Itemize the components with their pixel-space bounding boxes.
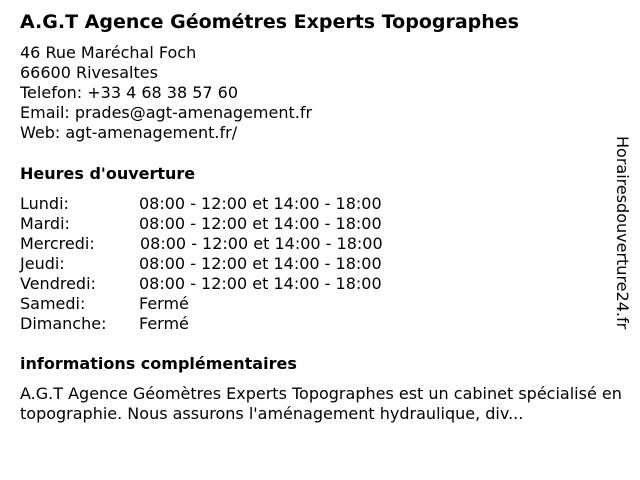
day-hours: 08:00 - 12:00 et 14:00 - 18:00 bbox=[140, 234, 383, 253]
day-label: Lundi: bbox=[20, 194, 69, 213]
day-label: Mercredi: bbox=[20, 234, 95, 253]
day-hours: 08:00 - 12:00 et 14:00 - 18:00 bbox=[139, 274, 382, 293]
site-watermark bbox=[612, 136, 632, 344]
address-street: 46 Rue Maréchal Foch bbox=[20, 43, 197, 62]
contact-block bbox=[20, 43, 312, 143]
day-hours: Fermé bbox=[139, 294, 189, 313]
day-label: Vendredi: bbox=[20, 274, 96, 293]
day-label: Mardi: bbox=[20, 214, 70, 233]
site-watermark-text: Horairesdouverture24.fr bbox=[613, 136, 632, 330]
phone-number: Telefon: +33 4 68 38 57 60 bbox=[20, 83, 239, 102]
day-hours: 08:00 - 12:00 et 14:00 - 18:00 bbox=[139, 194, 382, 213]
website-address: Web: agt-amenagement.fr/ bbox=[20, 123, 238, 142]
address-city: 66600 Rivesaltes bbox=[20, 63, 158, 82]
business-description: A.G.T Agence Géomètres Experts Topographes est un cabinet spécialisé en topographie. Nous assurons l'aménagement hydraulique, div... bbox=[20, 384, 622, 423]
additional-info-heading: informations complémentaires bbox=[20, 354, 297, 373]
day-hours: Fermé bbox=[139, 314, 189, 333]
email-address: Email: prades@agt-amenagement.fr bbox=[20, 103, 313, 122]
day-hours: 08:00 - 12:00 et 14:00 - 18:00 bbox=[139, 214, 382, 233]
opening-hours-heading: Heures d'ouverture bbox=[20, 164, 196, 183]
day-label: Samedi: bbox=[20, 294, 86, 313]
business-name: A.G.T Agence Géométres Experts Topographes bbox=[20, 11, 519, 33]
day-hours: 08:00 - 12:00 et 14:00 - 18:00 bbox=[139, 254, 382, 273]
day-label: Dimanche: bbox=[20, 314, 107, 333]
day-label: Jeudi: bbox=[20, 254, 65, 273]
